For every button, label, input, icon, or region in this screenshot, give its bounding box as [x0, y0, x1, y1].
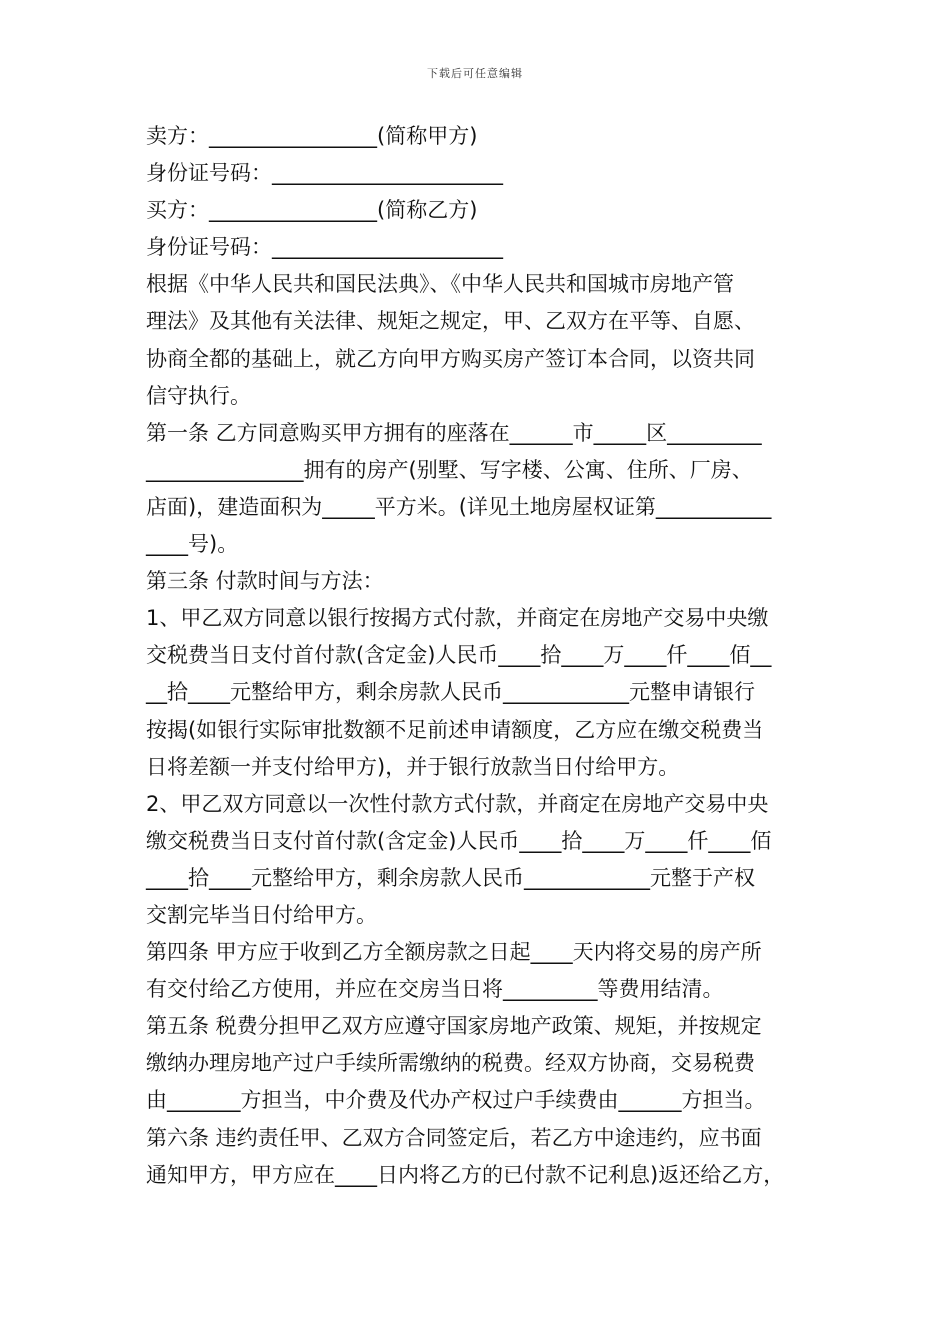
preamble-line: 根据《中华人民共和国民法典》、《中华人民共和国城市房地产管 — [146, 272, 734, 297]
preamble-line: 信守执行。 — [146, 383, 251, 408]
buyer-line: 买方：________________(简称乙方) — [146, 198, 478, 223]
article-5-line: 缴纳办理房地产过户手续所需缴纳的税费。经双方协商，交易税费 — [146, 1051, 755, 1076]
article-1-line: _______________拥有的房产(别墅、写字楼、公寓、住所、厂房、 — [146, 457, 753, 482]
article-3-item-1-line: 按揭(如银行实际审批数额不足前述申请额度，乙方应在缴交税费当 — [146, 717, 764, 742]
article-6-line: 通知甲方，甲方应在____日内将乙方的已付款不记利息)返还给乙方， — [146, 1162, 785, 1187]
buyer-id-line: 身份证号码：______________________ — [146, 235, 503, 260]
article-3-item-2-line: ____拾____元整给甲方，剩余房款人民币____________元整于产权 — [146, 865, 755, 890]
seller-line: 卖方：________________(简称甲方) — [146, 124, 478, 148]
article-1-line: ____号)。 — [146, 532, 239, 557]
article-3-item-1-line: 1、甲乙双方同意以银行按揭方式付款，并商定在房地产交易中央缴 — [146, 606, 769, 631]
document-body — [146, 118, 816, 1194]
article-3-item-2-line: 缴交税费当日支付首付款(含定金)人民币____拾____万____仟____佰 — [146, 828, 772, 853]
preamble-line: 理法》及其他有关法律、规矩之规定，甲、乙双方在平等、自愿、 — [146, 309, 755, 334]
preamble-line: 协商全都的基础上，就乙方向甲方购买房产签订本合同，以资共同 — [146, 346, 755, 371]
article-3-heading: 第三条 付款时间与方法： — [146, 569, 384, 594]
seller-id-line: 身份证号码：______________________ — [146, 161, 503, 186]
article-4-line: 有交付给乙方使用，并应在交房当日将_________等费用结清。 — [146, 977, 724, 1002]
article-3-item-2-line: 交割完毕当日付给甲方。 — [146, 902, 377, 927]
article-1-line: 店面)，建造面积为_____平方米。(详见土地房屋权证第___________ — [146, 494, 772, 519]
article-3-item-1-line: __拾____元整给甲方，剩余房款人民币____________元整申请银行 — [146, 680, 755, 705]
article-3-item-1-line: 交税费当日支付首付款(含定金)人民币____拾____万____仟____佰__ — [146, 643, 772, 668]
article-6-line: 第六条 违约责任甲、乙双方合同签定后，若乙方中途违约，应书面 — [146, 1125, 762, 1150]
page-header: 下载后可任意编辑 — [427, 67, 523, 80]
article-5-line: 由_______方担当，中介费及代办产权过户手续费由______方担当。 — [146, 1088, 766, 1113]
article-4-line: 第四条 甲方应于收到乙方全额房款之日起____天内将交易的房产所 — [146, 940, 762, 965]
article-5-line: 第五条 税费分担甲乙双方应遵守国家房地产政策、规矩，并按规定 — [146, 1014, 762, 1039]
article-3-item-2-line: 2、甲乙双方同意以一次性付款方式付款，并商定在房地产交易中央 — [146, 791, 769, 816]
article-1-line: 第一条 乙方同意购买甲方拥有的座落在______市_____区_________ — [146, 420, 762, 445]
article-3-item-1-line: 日将差额一并支付给甲方)，并于银行放款当日付给甲方。 — [146, 754, 680, 779]
